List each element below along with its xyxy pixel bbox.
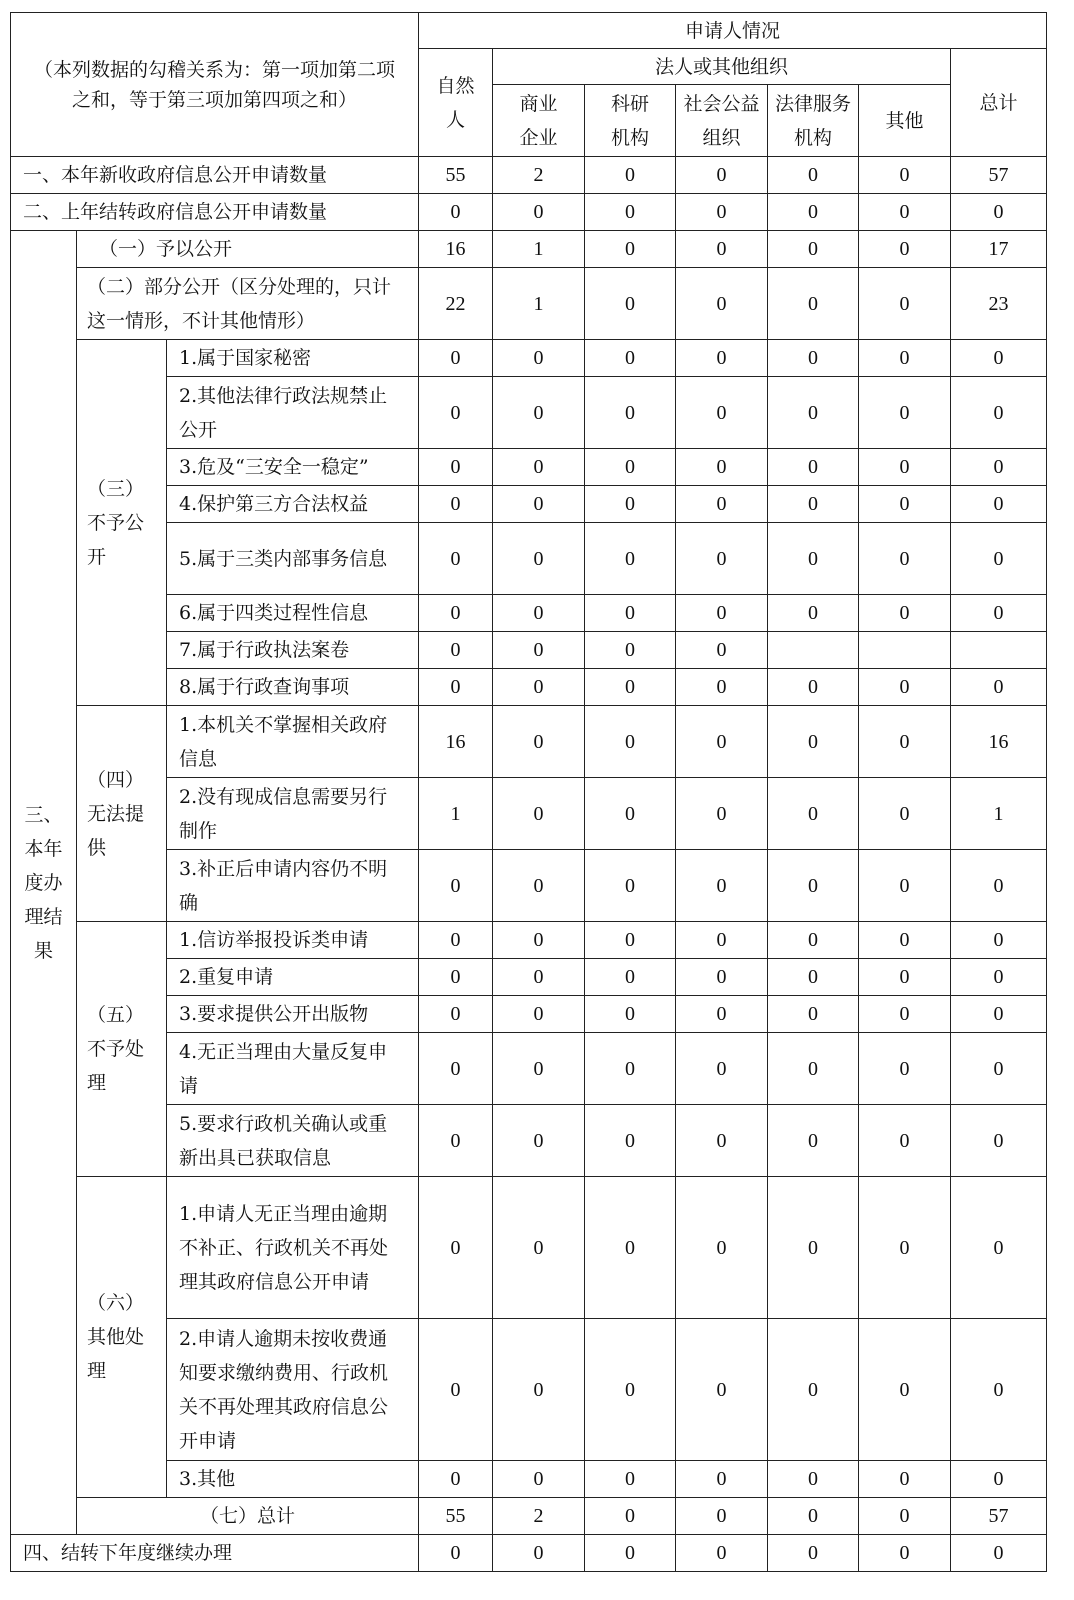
- value-cell: 0: [493, 1535, 585, 1572]
- header-commercial: 商业企业: [493, 85, 585, 157]
- value-cell: 16: [419, 706, 493, 778]
- value-cell: 0: [768, 1177, 859, 1319]
- value-cell: 0: [859, 922, 951, 959]
- row-label: （一）予以公开: [77, 231, 419, 268]
- value-cell: 0: [676, 632, 768, 669]
- value-cell: 0: [951, 377, 1047, 449]
- value-cell: 2: [493, 1498, 585, 1535]
- value-cell: 0: [859, 669, 951, 706]
- item-label: 5.要求行政机关确认或重新出具已获取信息: [167, 1105, 419, 1177]
- value-cell: 0: [768, 1498, 859, 1535]
- row-open: [11, 231, 1047, 268]
- row-other-process-item: [11, 1461, 1047, 1498]
- value-cell: 0: [859, 157, 951, 194]
- value-cell: 0: [585, 1535, 676, 1572]
- value-cell: 0: [676, 486, 768, 523]
- value-cell: [859, 632, 951, 669]
- header-other: 其他: [859, 85, 951, 157]
- item-label: 1.申请人无正当理由逾期不补正、行政机关不再处理其政府信息公开申请: [167, 1177, 419, 1319]
- value-cell: 0: [676, 669, 768, 706]
- value-cell: 0: [585, 486, 676, 523]
- item-label: 3.其他: [167, 1461, 419, 1498]
- value-cell: 0: [676, 449, 768, 486]
- value-cell: 0: [859, 231, 951, 268]
- row-not-open-item: [11, 595, 1047, 632]
- value-cell: 0: [859, 1498, 951, 1535]
- value-cell: 0: [493, 778, 585, 850]
- item-label: 3.危及“三安全一稳定”: [167, 449, 419, 486]
- value-cell: 0: [951, 194, 1047, 231]
- row-other-process-item: [11, 1319, 1047, 1461]
- value-cell: 0: [419, 850, 493, 922]
- value-cell: 0: [768, 1033, 859, 1105]
- value-cell: 0: [419, 1105, 493, 1177]
- value-cell: 0: [585, 669, 676, 706]
- value-cell: 0: [419, 1535, 493, 1572]
- value-cell: 0: [493, 1105, 585, 1177]
- value-cell: 0: [768, 778, 859, 850]
- value-cell: 0: [768, 996, 859, 1033]
- value-cell: 0: [676, 268, 768, 340]
- row-unable-item: [11, 706, 1047, 778]
- row-section3-total: [11, 1498, 1047, 1535]
- value-cell: 0: [585, 1498, 676, 1535]
- value-cell: 0: [585, 340, 676, 377]
- value-cell: 0: [951, 959, 1047, 996]
- value-cell: 0: [768, 669, 859, 706]
- row-row2: [11, 194, 1047, 231]
- row-row1: [11, 157, 1047, 194]
- group-label: （五）不予处理: [77, 922, 167, 1177]
- value-cell: 0: [493, 1033, 585, 1105]
- value-cell: 0: [585, 377, 676, 449]
- value-cell: 0: [676, 1319, 768, 1461]
- row-not-open-item: [11, 340, 1047, 377]
- value-cell: 0: [419, 632, 493, 669]
- value-cell: 0: [768, 377, 859, 449]
- value-cell: 0: [859, 1535, 951, 1572]
- value-cell: 0: [419, 669, 493, 706]
- value-cell: 0: [493, 959, 585, 996]
- row-row4: [11, 1535, 1047, 1572]
- value-cell: 0: [419, 595, 493, 632]
- value-cell: 0: [585, 194, 676, 231]
- value-cell: 0: [419, 1461, 493, 1498]
- value-cell: 0: [768, 959, 859, 996]
- value-cell: 0: [859, 1033, 951, 1105]
- value-cell: 0: [493, 996, 585, 1033]
- value-cell: 0: [585, 1033, 676, 1105]
- value-cell: 0: [859, 850, 951, 922]
- value-cell: 0: [585, 706, 676, 778]
- header-social-welfare: 社会公益组织: [676, 85, 768, 157]
- value-cell: 0: [676, 996, 768, 1033]
- value-cell: 0: [951, 523, 1047, 595]
- value-cell: 0: [585, 595, 676, 632]
- row-not-open-item: [11, 449, 1047, 486]
- value-cell: 0: [768, 922, 859, 959]
- value-cell: 0: [493, 850, 585, 922]
- value-cell: 0: [768, 1105, 859, 1177]
- value-cell: 0: [859, 377, 951, 449]
- item-label: 2.申请人逾期未按收费通知要求缴纳费用、行政机关不再处理其政府信息公开申请: [167, 1319, 419, 1461]
- row-other-process-item: [11, 1177, 1047, 1319]
- header-natural-person: 自然人: [419, 49, 493, 157]
- value-cell: 0: [768, 194, 859, 231]
- value-cell: 0: [419, 340, 493, 377]
- value-cell: 0: [768, 157, 859, 194]
- item-label: 2.重复申请: [167, 959, 419, 996]
- value-cell: 0: [951, 486, 1047, 523]
- value-cell: 0: [768, 1535, 859, 1572]
- item-label: 4.无正当理由大量反复申请: [167, 1033, 419, 1105]
- item-label: 3.要求提供公开出版物: [167, 996, 419, 1033]
- value-cell: 0: [951, 1535, 1047, 1572]
- value-cell: 0: [419, 523, 493, 595]
- value-cell: 0: [676, 523, 768, 595]
- value-cell: 0: [676, 595, 768, 632]
- row-not-open-item: [11, 669, 1047, 706]
- value-cell: 2: [493, 157, 585, 194]
- value-cell: 0: [676, 1033, 768, 1105]
- value-cell: 0: [859, 959, 951, 996]
- value-cell: 0: [768, 850, 859, 922]
- value-cell: 23: [951, 268, 1047, 340]
- value-cell: 0: [768, 1461, 859, 1498]
- value-cell: 0: [585, 231, 676, 268]
- value-cell: 0: [585, 523, 676, 595]
- row-unable-item: [11, 778, 1047, 850]
- value-cell: 0: [585, 922, 676, 959]
- item-label: 6.属于四类过程性信息: [167, 595, 419, 632]
- value-cell: 0: [676, 194, 768, 231]
- value-cell: 57: [951, 1498, 1047, 1535]
- value-cell: 0: [951, 1177, 1047, 1319]
- item-label: 1.信访举报投诉类申请: [167, 922, 419, 959]
- value-cell: 0: [585, 778, 676, 850]
- value-cell: 0: [493, 340, 585, 377]
- header-total: 总计: [951, 49, 1047, 157]
- value-cell: 0: [951, 850, 1047, 922]
- row-not-process-item: [11, 1105, 1047, 1177]
- value-cell: 0: [859, 1177, 951, 1319]
- value-cell: 0: [493, 922, 585, 959]
- value-cell: 0: [768, 523, 859, 595]
- row-label: （二）部分公开（区分处理的，只计这一情形，不计其他情形）: [77, 268, 419, 340]
- value-cell: 0: [585, 1319, 676, 1461]
- value-cell: 0: [676, 1105, 768, 1177]
- value-cell: 0: [493, 523, 585, 595]
- value-cell: 0: [419, 377, 493, 449]
- value-cell: 0: [859, 268, 951, 340]
- item-label: 2.其他法律行政法规禁止公开: [167, 377, 419, 449]
- value-cell: 0: [676, 850, 768, 922]
- value-cell: 0: [585, 850, 676, 922]
- value-cell: 1: [419, 778, 493, 850]
- group-label: （三）不予公开: [77, 340, 167, 706]
- value-cell: 0: [676, 340, 768, 377]
- row-not-process-item: [11, 1033, 1047, 1105]
- value-cell: 0: [493, 595, 585, 632]
- value-cell: 0: [859, 340, 951, 377]
- item-label: 1.本机关不掌握相关政府信息: [167, 706, 419, 778]
- value-cell: 0: [493, 632, 585, 669]
- item-label: 4.保护第三方合法权益: [167, 486, 419, 523]
- header-note: （本列数据的勾稽关系为：第一项加第二项之和，等于第三项加第四项之和）: [11, 13, 419, 157]
- row-label: 一、本年新收政府信息公开申请数量: [11, 157, 419, 194]
- value-cell: 0: [585, 449, 676, 486]
- value-cell: 0: [676, 778, 768, 850]
- value-cell: 0: [768, 595, 859, 632]
- row-not-open-item: [11, 632, 1047, 669]
- value-cell: 0: [676, 922, 768, 959]
- value-cell: 0: [676, 1461, 768, 1498]
- header-applicant-info: 申请人情况: [419, 13, 1047, 49]
- item-label: 1.属于国家秘密: [167, 340, 419, 377]
- value-cell: 0: [951, 1461, 1047, 1498]
- value-cell: 0: [419, 1177, 493, 1319]
- value-cell: 0: [419, 1033, 493, 1105]
- value-cell: [951, 632, 1047, 669]
- value-cell: 0: [951, 1319, 1047, 1461]
- row-label: （七）总计: [77, 1498, 419, 1535]
- header-legal-service: 法律服务机构: [768, 85, 859, 157]
- value-cell: 0: [859, 778, 951, 850]
- value-cell: 0: [493, 1177, 585, 1319]
- group-label: （六）其他处理: [77, 1177, 167, 1498]
- value-cell: 55: [419, 157, 493, 194]
- value-cell: 0: [419, 1319, 493, 1461]
- item-label: 8.属于行政查询事项: [167, 669, 419, 706]
- row-not-process-item: [11, 959, 1047, 996]
- value-cell: 0: [768, 340, 859, 377]
- value-cell: 0: [493, 486, 585, 523]
- value-cell: 1: [951, 778, 1047, 850]
- value-cell: 0: [493, 194, 585, 231]
- value-cell: 0: [859, 996, 951, 1033]
- value-cell: 22: [419, 268, 493, 340]
- value-cell: 0: [859, 523, 951, 595]
- value-cell: 0: [585, 1105, 676, 1177]
- row-not-process-item: [11, 922, 1047, 959]
- gov-info-disclosure-table: [10, 12, 1047, 1572]
- value-cell: 0: [951, 340, 1047, 377]
- value-cell: 16: [951, 706, 1047, 778]
- value-cell: 0: [859, 486, 951, 523]
- value-cell: 0: [768, 1319, 859, 1461]
- value-cell: 0: [676, 1535, 768, 1572]
- value-cell: 0: [768, 231, 859, 268]
- value-cell: 0: [493, 706, 585, 778]
- value-cell: 17: [951, 231, 1047, 268]
- header-research: 科研机构: [585, 85, 676, 157]
- value-cell: 0: [859, 1461, 951, 1498]
- group-label: （四）无法提供: [77, 706, 167, 922]
- value-cell: 0: [676, 231, 768, 268]
- value-cell: 0: [951, 922, 1047, 959]
- item-label: 3.补正后申请内容仍不明确: [167, 850, 419, 922]
- value-cell: 0: [493, 377, 585, 449]
- value-cell: 0: [585, 632, 676, 669]
- value-cell: 0: [585, 268, 676, 340]
- row-label: 四、结转下年度继续办理: [11, 1535, 419, 1572]
- value-cell: 0: [951, 1033, 1047, 1105]
- value-cell: 0: [676, 706, 768, 778]
- value-cell: 0: [768, 486, 859, 523]
- value-cell: 0: [676, 1498, 768, 1535]
- value-cell: 57: [951, 157, 1047, 194]
- value-cell: 0: [493, 669, 585, 706]
- row-not-open-item: [11, 486, 1047, 523]
- value-cell: 0: [859, 194, 951, 231]
- value-cell: 0: [859, 1319, 951, 1461]
- value-cell: 0: [419, 194, 493, 231]
- value-cell: 0: [676, 959, 768, 996]
- value-cell: 0: [493, 449, 585, 486]
- value-cell: 0: [676, 157, 768, 194]
- header-row-1: [11, 13, 1047, 49]
- value-cell: 0: [859, 595, 951, 632]
- value-cell: 55: [419, 1498, 493, 1535]
- row-not-open-item: [11, 377, 1047, 449]
- value-cell: 0: [859, 1105, 951, 1177]
- value-cell: 0: [493, 1461, 585, 1498]
- value-cell: 0: [419, 996, 493, 1033]
- row-not-process-item: [11, 996, 1047, 1033]
- value-cell: 0: [951, 595, 1047, 632]
- value-cell: 0: [676, 377, 768, 449]
- value-cell: 0: [676, 1177, 768, 1319]
- value-cell: 0: [951, 996, 1047, 1033]
- value-cell: 0: [585, 996, 676, 1033]
- value-cell: 0: [859, 449, 951, 486]
- value-cell: 0: [419, 486, 493, 523]
- value-cell: 0: [585, 157, 676, 194]
- value-cell: 1: [493, 231, 585, 268]
- value-cell: 16: [419, 231, 493, 268]
- row-not-open-item: [11, 523, 1047, 595]
- item-label: 2.没有现成信息需要另行制作: [167, 778, 419, 850]
- value-cell: 0: [585, 959, 676, 996]
- value-cell: 0: [859, 706, 951, 778]
- item-label: 7.属于行政执法案卷: [167, 632, 419, 669]
- value-cell: 0: [419, 449, 493, 486]
- row-unable-item: [11, 850, 1047, 922]
- value-cell: 0: [951, 449, 1047, 486]
- value-cell: [768, 632, 859, 669]
- header-legal-org: 法人或其他组织: [493, 49, 951, 85]
- value-cell: 0: [585, 1461, 676, 1498]
- value-cell: 0: [419, 959, 493, 996]
- value-cell: 0: [419, 922, 493, 959]
- value-cell: 1: [493, 268, 585, 340]
- value-cell: 0: [951, 1105, 1047, 1177]
- value-cell: 0: [768, 449, 859, 486]
- value-cell: 0: [585, 1177, 676, 1319]
- value-cell: 0: [951, 669, 1047, 706]
- row-partial: [11, 268, 1047, 340]
- section3-label: 三、本年度办理结果: [11, 231, 77, 1535]
- row-label: 二、上年结转政府信息公开申请数量: [11, 194, 419, 231]
- item-label: 5.属于三类内部事务信息: [167, 523, 419, 595]
- value-cell: 0: [768, 268, 859, 340]
- value-cell: 0: [493, 1319, 585, 1461]
- value-cell: 0: [768, 706, 859, 778]
